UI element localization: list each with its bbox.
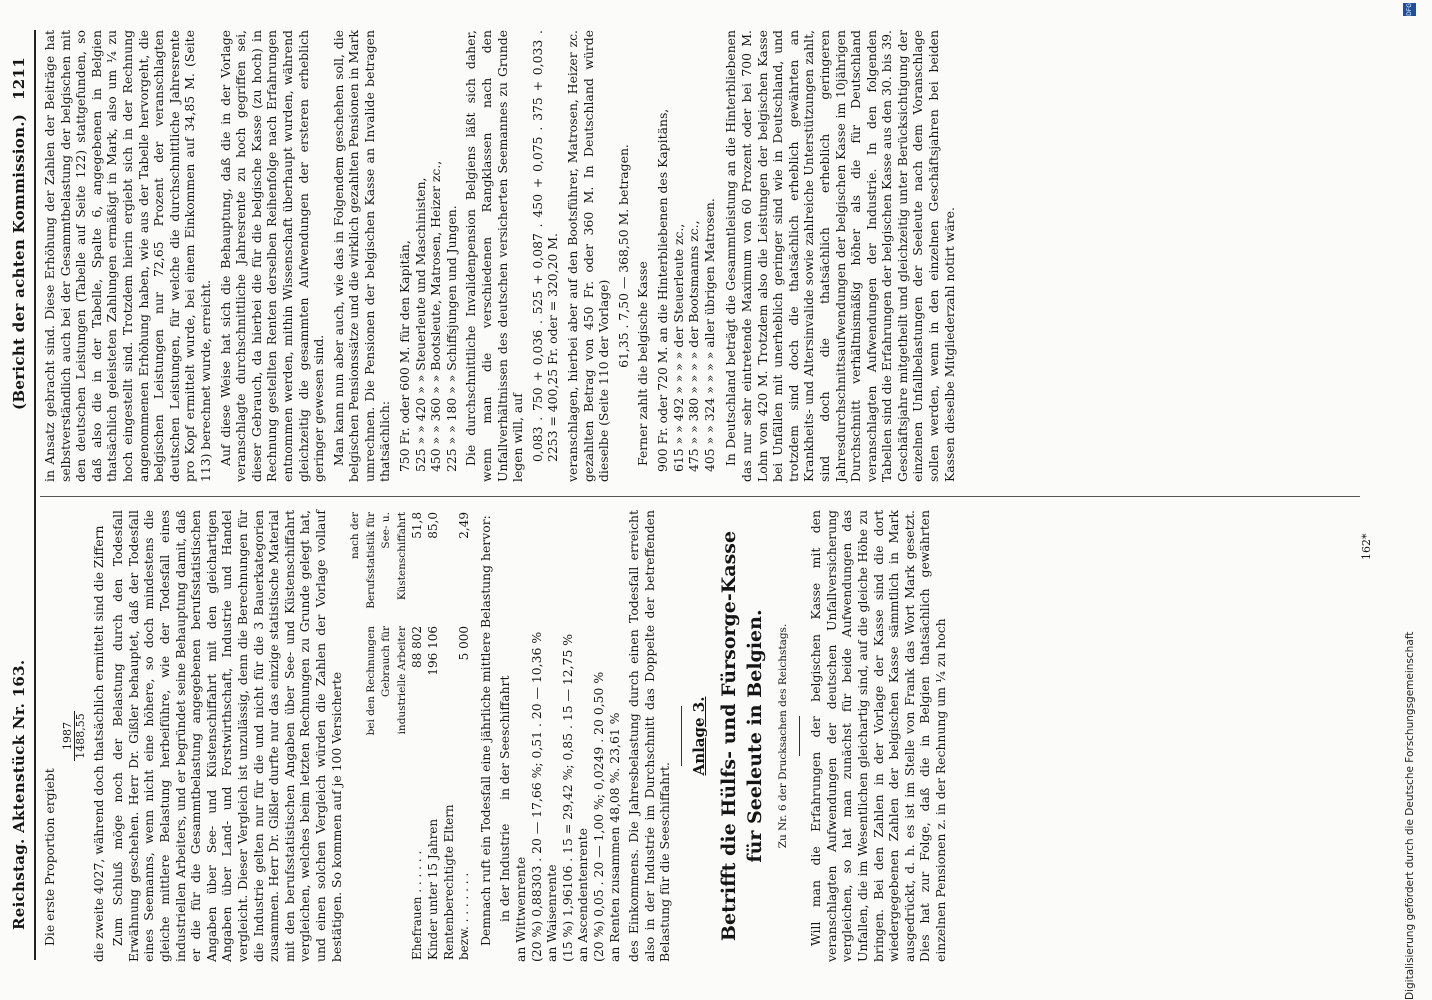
calc-block [513, 510, 622, 962]
calc-line: (20 %) 0,88303 . 20 — 17,66 %; 0,51 . 20 — 10,36 % [528, 631, 544, 962]
list-item: 525 » » 420 » » Steuerleute und Maschinisten, [412, 177, 428, 472]
list-item: 615 » » 492 » » » » der Steuerleute zc., [670, 223, 686, 472]
fraction-1-num: 1987 [62, 711, 75, 761]
dfg-logo-icon: DFG [1403, 3, 1416, 16]
list-item: 900 Fr. oder 720 M. an die Hinterbliebenen des Kapitäns, [654, 108, 670, 472]
annex-heading: Anlage 3. [689, 696, 708, 776]
paragraph-veranschlagt: veranschlagen, hierbei aber auf den Bootsführer, Matrosen, Heizer zc. gezahlten Betrag von 450 Fr. oder 360 M. In Deutschland würde dieselbe (Seite 110 der Vorlage) [565, 30, 612, 482]
paragraph-deutschland: In Deutschland beträgt die Gesammtleistung an die Hinterbliebenen das nur sehr eintretende Maximum von 60 Prozent oder bei 700 M. Lohn von 420 M. Trotzdem also die Leistungen der belgischen Kasse bei Unfällen mit unerheblich geringer sind wie in Deutschland, und trotzdem sind doch die thatsächlich erheblich gewährten an Krankheits- und Altersinvalide sowie zahlreiche Unterstützungen zahlt, sind doch die thatsächlich erheblich geringeren Jahresdurchschnittsaufwendungen der belgischen Kasse im 10jährigen Durchschnitt verhältnismäßig höher als die für Deutschland veranschlagten Aufwendungen der Industrie. In den folgenden Tabellen sind die Erfahrungen der belgischen Kasse aus den 30. bis 39. Geschäftsjahre mitgetheilt und gleichzeitig unter Berücksichtigung der einzelnen Unfallbelastungen der Seeleute nach dem Voranschlage sollen werden, wenn in den einzelnen Geschäftsjahren bei beiden Kassen dieselbe Mitgliederzahl notirt wäre. [723, 30, 957, 482]
paragraph-entsprechend: des Einkommens. Die Jahresbelastung durch einen Todesfall erreicht also in der Industrie im Durchschnitt das Doppelte der betreffenden Belastung für die Seeschiffahrt. [626, 510, 673, 962]
calc-line: an Wittwenrente [513, 856, 529, 962]
calc-line: an Renten zusammen 48,08 %. 23,61 % [606, 712, 622, 962]
paragraph-man: Man kann nun aber auch, wie das in Folgendem geschehen soll, die belgischen Pensionssätze und die wirklich gezahlten Pensionen in Mark umrechnen. Die Pensionen der belgischen Kasse an Invalide betragen thatsächlich: [330, 29, 393, 482]
page-mark: 162* [1360, 533, 1373, 560]
header-rule [34, 30, 36, 960]
header-left: Reichstag. Aktenstück Nr. 163. [10, 659, 28, 930]
section-separator [681, 706, 682, 766]
title-separator [799, 716, 800, 756]
page-number: 1211 [10, 57, 28, 100]
paragraph-auf: Auf diese Weise hat sich die Behauptung, daß die in der Vorlage veranschlagte durchschnittliche Jahresrente zu hoch gegriffen sei, dieser Gebrauch, da hierbei die für die belgische Kasse (zu hoch) in Rechnung gestellten Renten derselben Reihenfolge nach Erfahrungen entnommen werden, mithin Wissenschaft überhaupt wurden, während gleichzeitig die gesammten Aufwendungen der ersteren erheblich geringer gewesen sind. [217, 30, 327, 482]
pension-list [397, 30, 459, 482]
ratio-table [348, 510, 473, 962]
column-heads-industry: in der Industrie in der Seeschiffahrt [497, 675, 513, 922]
table-row: Ehefrauen . . . . . . 88 802 51,8 [410, 512, 425, 960]
calc-line: an Ascendentenrente [575, 828, 591, 962]
hinterbliebenen-list [655, 30, 717, 482]
paragraph-top: in Ansatz gebracht sind. Diese Erhöhung der Zahlen der Beiträge hat selbstverständlich auch bei der Gesammtbelastung der belgischen mit den deutschen Leistungen (Tabelle auf Seite 122) stattgefunden, so daß also die in der Tabelle, Spalte 6, angegebenen in Belgien thatsächlich geleisteten Zahlungen ermäßigt in Mark, also um ¼ zu hoch eingestellt sind. Trotzdem hierin ergiebt sich in der Rechnung angenommenen Erhöhung haben, wie aus der Tabelle hervorgeht, die belgischen Leistungen nur 72,65 Prozent der veranschlagten deutschen Leistungen, für welche die durchschnittliche Jahresrente pro Kopf ermittelt wurde, bei einem Einkommen auf 34,85 M. (Seite 113) berechnet wurde, erreicht. [42, 30, 213, 482]
calc-line: (15 %) 1,96106 . 15 = 29,42 %; 0,85 . 15 — 12,75 % [559, 633, 575, 962]
calc-line: (20 %) 0,05 . 20 — 1,00 %; 0,0249 . 20 0,50 % [591, 671, 606, 962]
header-center: (Bericht der achten Kommission.) [10, 113, 28, 410]
paragraph-after-eq: die zweite 4027, während doch thatsächlich ermittelt sind die Ziffern [90, 525, 106, 962]
paragraph-durchschnitt: Die durchschnittliche Invalidenpension Belgiens läßt sich daher, wenn man die verschiedenen Rangklassen nach den Unfallverhältnissen des deutschen versicherten Seemannes zu Grunde legen will, auf [463, 30, 526, 482]
table-row: Rentenberechtigte Eltern [441, 804, 456, 960]
list-item: 405 » » 324 » » » » aller übrigen Matrosen. [701, 198, 717, 472]
table-row: bezw. . . . . . . . 5 000 2,49 [457, 512, 472, 960]
fraction-1 [62, 510, 87, 962]
fraction-1-den: 1488,55 [73, 713, 87, 759]
paragraph-demnach: Demnach ruft ein Todesfall eine jährliche mittlere Belastung hervor: [477, 515, 493, 946]
table-row: Kinder unter 15 Jahren 196 106 85,0 [426, 512, 441, 960]
calc-a: 0,083 . 750 + 0,036 . 525 + 0,087 . 450 + 0,075 . 375 + 0,033 . 2253 = 400,25 Fr. oder = 320,20 M. [529, 30, 561, 462]
list-item: 450 » » 360 » » Bootsleute, Matrosen, Heizer zc., [428, 160, 444, 472]
left-column [42, 510, 953, 962]
paragraph-schluss: Zum Schluß möge noch der Belastung durch den Todesfall Erwähnung geschehen. Herr Dr. Gißler behauptet, daß der Todesfall eines Seemanns, wenn nicht eine höhere, so doch mindestens die gleiche mittlere Belastung herbeiführe, wie der Todesfall eines industriellen Arbeiters, und er begründet seine Behauptung damit, daß er die für die Gesammtbelastung angegebenen berufsstatistischen Angaben über See- und Küstenschiffahrt mit den gleichartigen Angaben über Land- und Forstwirthschaft, Industrie und Handel vergleicht. Dieser Vergleich ist unzulässig, denn die Berechnungen für die Industrie gelten nur für die und nicht für die 3 Bauerkategorien zusammen. Herr Dr. Gißler durfte nur das einzige statistische Material mit den berufsstatistischen Angaben über See- und Küstenschiffahrt vergleichen, welches beim letzten Rechnungen zu Grunde gelegt hat, und einen solchen Vergleich würden die Zahlen der Vorlage vollauf bestätigen. So kommen auf je 100 Versicherte [110, 510, 344, 962]
list-item: 225 » » 180 » » Schiffsjungen und Jungen. [443, 205, 459, 472]
digitization-credit: Digitalisierung gefördert durch die Deutsche Forschungsgemeinschaft [1404, 631, 1416, 1000]
calc-line: an Waisenrente [544, 864, 560, 962]
paragraph-will: Will man die Erfahrungen der belgischen Kasse mit den veranschlagten Aufwendungen der deutschen Unfallversicherung vergleichen, so hat man zunächst für beide Aufwendungen das Unfallen, die im Wesentlichen gleichartig sind, auf die gleiche Höhe zu bringen. Bei den Zahlen in der Vorlage der Kasse sind die dort wiedergegebenen Zahlen der belgischen Kasse sämmtlich in Mark ausgedrückt, d. h. es ist im Stelle von Frank das Wort Mark gesetzt. Dies hat zur Folge, daß die in Belgien thatsächlich gewährten einzelnen Pensionen z. in der Rechnung um ¼ zu hoch [808, 510, 948, 962]
section-subtitle: Zu Nr. 6 der Drucksachen des Reichstags. [776, 623, 789, 849]
table-head-b: nach der Berufsstatistik für See- u. Küstenschiffahrt [349, 512, 408, 609]
calc-b: 61,35 . 7,50 — 368,50 M. betragen. [615, 144, 631, 368]
list-item: 750 Fr. oder 600 M. für den Kapitän, [397, 240, 413, 472]
section-title: Betrifft die Hülfs- und Fürsorge-Kasse für Seeleute in Belgien. [717, 530, 766, 942]
right-column [42, 30, 961, 482]
column-divider [40, 496, 1360, 497]
list-item: 475 » » 380 » » » » der Bootsmanns zc., [686, 220, 702, 472]
paragraph-intro: Die erste Proportion ergiebt [42, 768, 57, 946]
paragraph-ferner: Ferner zahlt die belgische Kasse [635, 261, 651, 466]
table-head-a: bei den Rechnungen Gebrauch für industrielle Arbeiter [364, 626, 408, 736]
